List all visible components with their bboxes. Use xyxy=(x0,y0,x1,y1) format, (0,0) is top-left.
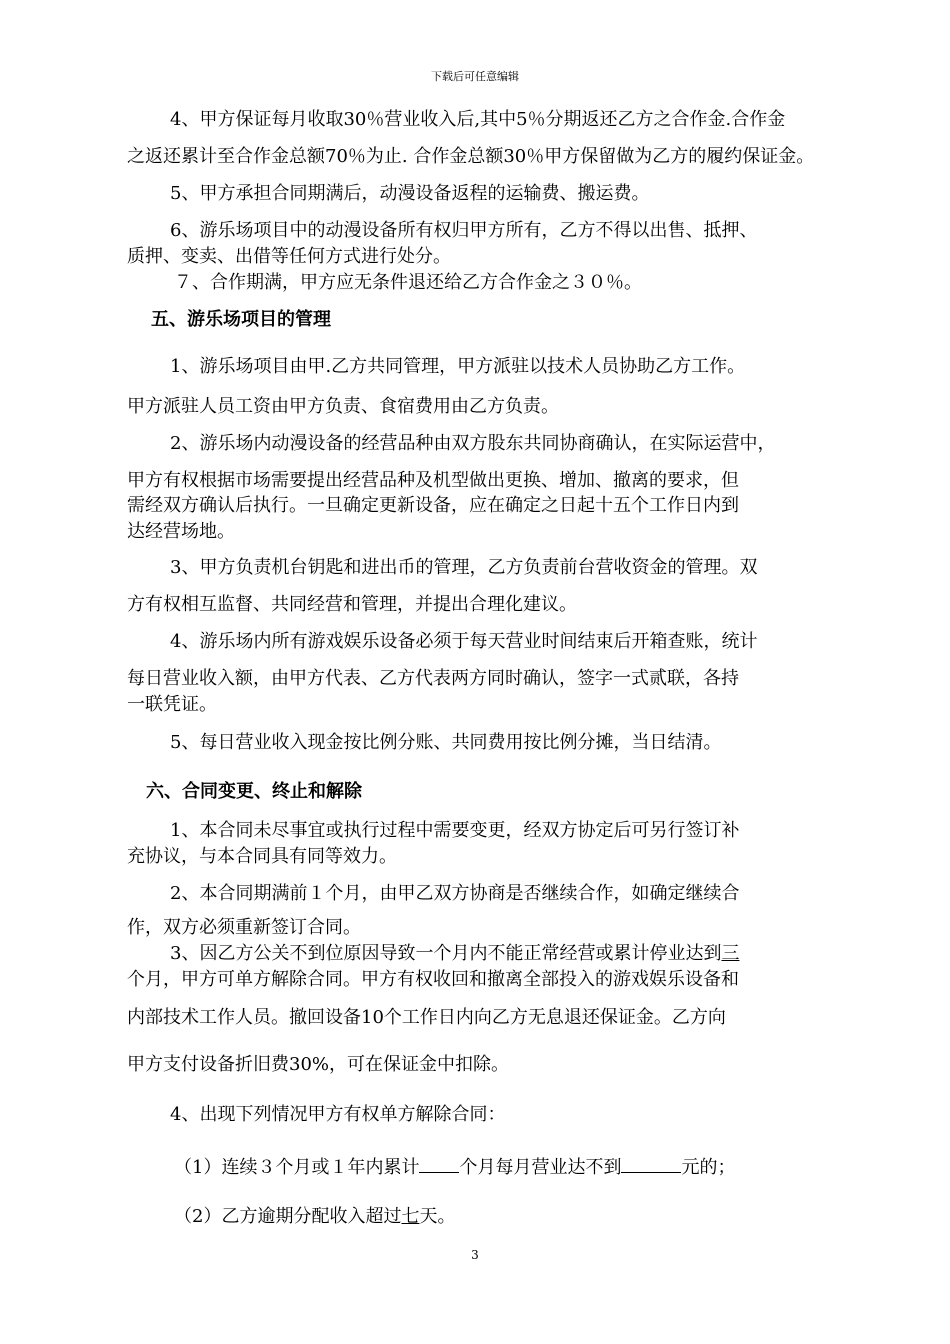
clause-4-6-line-1: 6、游乐场项目中的动漫设备所有权归甲方所有，乙方不得以出售、抵押、 xyxy=(170,220,758,241)
item-1-text-end: 元的； xyxy=(681,1157,736,1178)
item-2-text-end: 天。 xyxy=(419,1206,456,1227)
clause-4-7: ７、合作期满，甲方应无条件退还给乙方合作金之３０％。 xyxy=(174,272,642,293)
section-6-heading: 六、合同变更、终止和解除 xyxy=(146,781,362,802)
clause-5-3-line-1: 3、甲方负责机台钥匙和进出币的管理，乙方负责前台营收资金的管理。双 xyxy=(170,557,758,578)
clause-5-1-line-2: 甲方派驻人员工资由甲方负责、食宿费用由乙方负责。 xyxy=(127,396,559,417)
item-1-text-middle: 个月每月营业达不到 xyxy=(459,1157,622,1178)
clause-6-4: 4、出现下列情况甲方有权单方解除合同： xyxy=(170,1104,506,1125)
clause-6-3-text: 3、因乙方公关不到位原因导致一个月内不能正常经营或累计停业达到 xyxy=(170,943,722,964)
item-2-text-start: （2）乙方逾期分配收入超过 xyxy=(174,1206,402,1227)
page-number: 3 xyxy=(471,1248,479,1262)
section-5-heading: 五、游乐场项目的管理 xyxy=(151,309,331,330)
clause-6-4-item-1 xyxy=(174,1154,735,1180)
clause-6-3-line-1 xyxy=(170,942,739,966)
page-header: 下载后可任意编辑 xyxy=(431,70,519,83)
clause-4-4-line-2: 之返还累计至合作金总额70％为止. 合作金总额30％甲方保留做为乙方的履约保证金。 xyxy=(127,146,815,167)
clause-4-5: 5、甲方承担合同期满后，动漫设备返程的运输费、搬运费。 xyxy=(170,183,650,204)
clause-5-5: 5、每日营业收入现金按比例分账、共同费用按比例分摊，当日结清。 xyxy=(170,732,722,753)
clause-6-1-line-1: 1、本合同未尽事宜或执行过程中需要变更，经双方协定后可另行签订补 xyxy=(170,820,740,841)
clause-6-3-line-3: 内部技术工作人员。撤回设备10个工作日内向乙方无息退还保证金。乙方向 xyxy=(127,1007,726,1028)
clause-5-2-line-3: 需经双方确认后执行。一旦确定更新设备，应在确定之日起十五个工作日内到 xyxy=(127,495,739,516)
clause-4-6-line-2: 质押、变卖、出借等任何方式进行处分。 xyxy=(127,246,451,267)
clause-6-3-line-2: 个月，甲方可单方解除合同。甲方有权收回和撤离全部投入的游戏娱乐设备和 xyxy=(127,969,739,990)
clause-4-4-line-1: 4、甲方保证每月收取30％营业收入后,其中5％分期返还乙方之合作金.合作金 xyxy=(170,109,786,130)
clause-5-3-line-2: 方有权相互监督、共同经营和管理，并提出合理化建议。 xyxy=(127,594,577,615)
clause-6-2-line-2: 作，双方必须重新签订合同。 xyxy=(127,917,361,938)
clause-5-4-line-1: 4、游乐场内所有游戏娱乐设备必须于每天营业时间结束后开箱查账，统计 xyxy=(170,631,758,652)
fill-blank-amount[interactable] xyxy=(621,1154,681,1173)
underlined-term-three: 三 xyxy=(721,943,740,964)
item-1-text-start: （1）连续３个月或１年内累计 xyxy=(174,1157,420,1178)
clause-5-4-line-2: 每日营业收入额，由甲方代表、乙方代表两方同时确认，签字一式贰联，各持 xyxy=(127,668,739,689)
clause-5-1-line-1: 1、游乐场项目由甲.乙方共同管理，甲方派驻以技术人员协助乙方工作。 xyxy=(170,356,746,377)
clause-6-2-line-1: 2、本合同期满前１个月，由甲乙双方协商是否继续合作，如确定继续合 xyxy=(170,883,740,904)
clause-5-2-line-4: 达经营场地。 xyxy=(127,521,235,542)
underlined-term-seven: 七 xyxy=(401,1206,420,1227)
fill-blank-months[interactable] xyxy=(419,1154,459,1173)
clause-6-1-line-2: 充协议，与本合同具有同等效力。 xyxy=(127,846,397,867)
clause-6-3-line-4: 甲方支付设备折旧费30%，可在保证金中扣除。 xyxy=(127,1054,510,1075)
clause-5-2-line-1: 2、游乐场内动漫设备的经营品种由双方股东共同协商确认，在实际运营中， xyxy=(170,433,776,454)
clause-6-4-item-2 xyxy=(174,1205,455,1229)
clause-5-4-line-3: 一联凭证。 xyxy=(127,694,217,715)
clause-5-2-line-2: 甲方有权根据市场需要提出经营品种及机型做出更换、增加、撤离的要求，但 xyxy=(127,470,739,491)
